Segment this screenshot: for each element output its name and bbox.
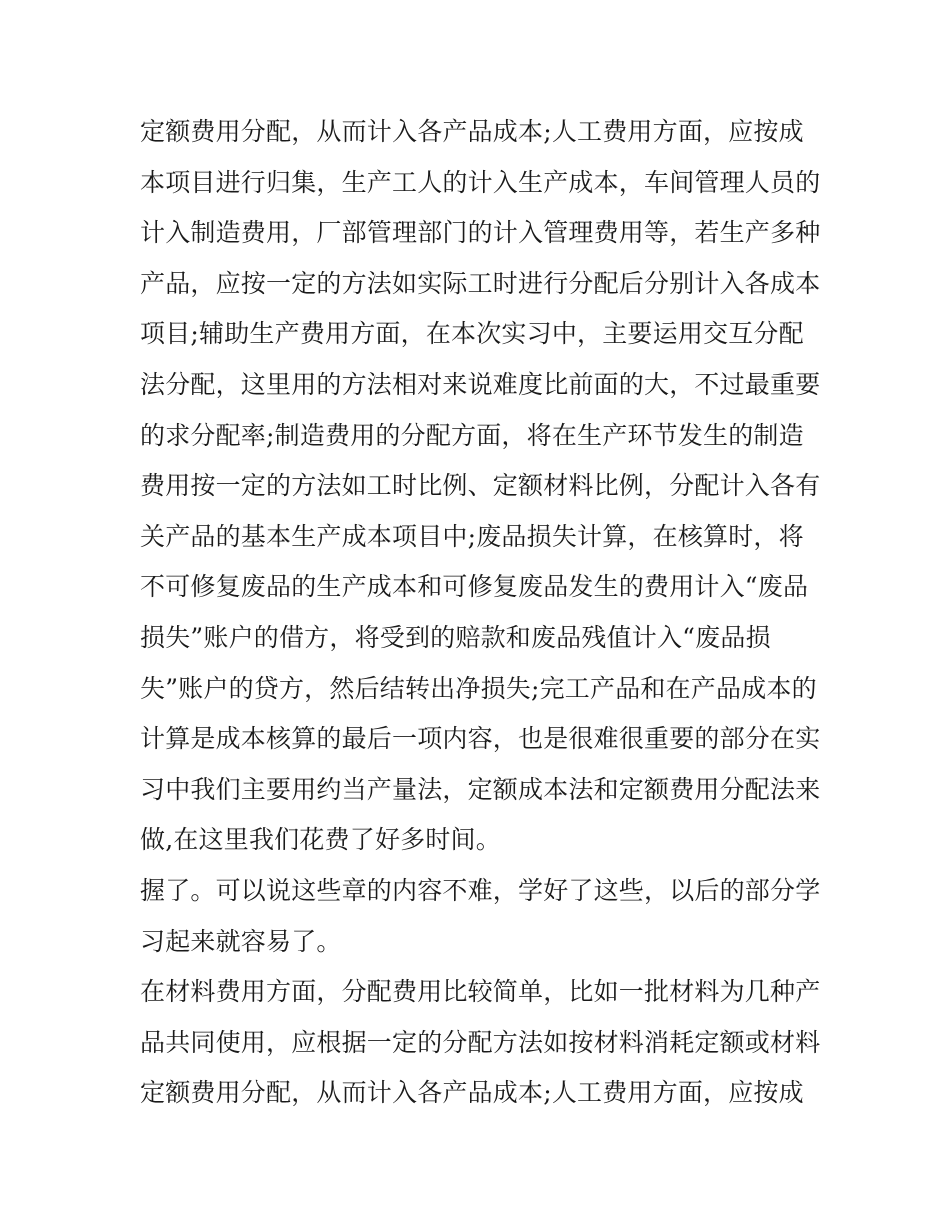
text-line: 项目;辅助生产费用方面，在本次实习中，主要运用交互分配 — [140, 319, 804, 349]
text-line: 定额费用分配，从而计入各产品成本;人工费用方面，应按成 — [140, 1078, 804, 1108]
text-line: 做,在这里我们花费了好多时间。 — [140, 825, 501, 855]
text-line: 习起来就容易了。 — [140, 926, 342, 956]
text-line: 不可修复废品的生产成本和可修复废品发生的费用计入“废品 — [140, 572, 809, 602]
text-line: 在材料费用方面，分配费用比较简单，比如一批材料为几种产 — [140, 977, 821, 1007]
document-body — [140, 107, 830, 1119]
text-line: 握了。可以说这些章的内容不难，学好了这些，以后的部分学 — [140, 875, 821, 905]
text-line: 品共同使用，应根据一定的分配方法如按材料消耗定额或材料 — [140, 1027, 821, 1057]
text-line: 产品，应按一定的方法如实际工时进行分配后分别计入各成本 — [140, 268, 821, 298]
text-line: 本项目进行归集，生产工人的计入生产成本，车间管理人员的 — [140, 167, 821, 197]
text-line: 失”账户的贷方，然后结转出净损失;完工产品和在产品成本的 — [140, 673, 817, 703]
text-line: 法分配，这里用的方法相对来说难度比前面的大，不过最重要 — [140, 369, 821, 399]
text-line: 计入制造费用，厂部管理部门的计入管理费用等，若生产多种 — [140, 218, 821, 248]
text-line: 习中我们主要用约当产量法，定额成本法和定额费用分配法来 — [140, 774, 821, 804]
text-line: 损失”账户的借方，将受到的赔款和废品残值计入“废品损 — [140, 622, 771, 652]
text-line: 关产品的基本生产成本项目中;废品损失计算，在核算时，将 — [140, 521, 804, 551]
text-line: 定额费用分配，从而计入各产品成本;人工费用方面，应按成 — [140, 117, 804, 146]
text-line: 费用按一定的方法如工时比例、定额材料比例，分配计入各有 — [140, 471, 821, 501]
text-line: 的求分配率;制造费用的分配方面，将在生产环节发生的制造 — [140, 420, 804, 450]
text-line: 计算是成本核算的最后一项内容，也是很难很重要的部分在实 — [140, 724, 821, 754]
